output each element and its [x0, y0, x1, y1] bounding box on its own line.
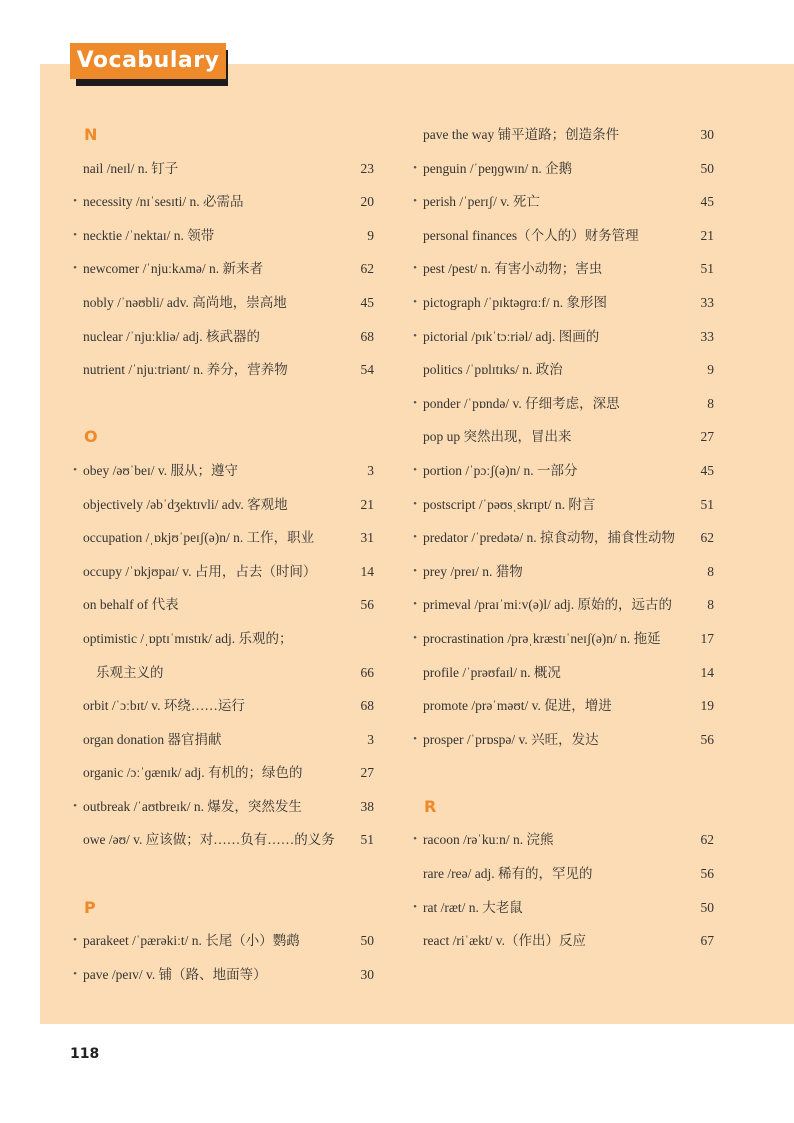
- vocab-text: parakeet /ˈpærəkiːt/ n. 长尾（小）鹦鹉: [83, 933, 300, 949]
- bullet-icon: •: [413, 463, 417, 476]
- vocab-text: organic /ɔːˈɡænɪk/ adj. 有机的；绿色的: [83, 765, 303, 781]
- bullet-icon: •: [413, 564, 417, 577]
- vocab-entry: [410, 891, 716, 925]
- vocab-text: obey /əʊˈbeɪ/ v. 服从；遵守: [83, 462, 239, 478]
- spacer: [410, 756, 716, 790]
- bullet-icon: •: [73, 799, 77, 812]
- vocab-entry: [410, 723, 716, 757]
- vocab-page: 33: [700, 294, 714, 310]
- vocab-entry: [70, 252, 376, 286]
- vocab-entry: [410, 588, 716, 622]
- vocab-page: 27: [700, 429, 714, 445]
- page-title: Vocabulary: [70, 43, 226, 79]
- vocab-entry: [410, 689, 716, 723]
- bullet-icon: •: [413, 900, 417, 913]
- vocab-entry: [410, 420, 716, 454]
- vocab-text: nuclear /ˈnjuːkliə/ adj. 核武器的: [83, 328, 260, 344]
- vocab-text: outbreak /ˈaʊtbreɪk/ n. 爆发，突然发生: [83, 798, 302, 814]
- vocab-entry: [70, 958, 376, 992]
- vocab-text: react /riˈækt/ v.（作出）反应: [423, 933, 586, 949]
- vocab-page: 50: [360, 933, 374, 949]
- vocab-text: ponder /ˈpɒndə/ v. 仔细考虑，深思: [423, 395, 620, 411]
- vocab-page: 50: [700, 899, 714, 915]
- vocab-entry: [70, 219, 376, 253]
- vocab-page: 14: [700, 664, 714, 680]
- vocab-page: 8: [707, 395, 714, 411]
- vocab-entry: [70, 588, 376, 622]
- vocab-text: perish /ˈperɪʃ/ v. 死亡: [423, 194, 540, 210]
- vocab-entry: [410, 521, 716, 555]
- vocab-text: penguin /ˈpeŋɡwɪn/ n. 企鹅: [423, 160, 573, 176]
- vocab-text: owe /əʊ/ v. 应该做；对……负有……的义务: [83, 832, 335, 848]
- vocab-page: 45: [700, 194, 714, 210]
- bullet-icon: •: [413, 598, 417, 611]
- left-column: [70, 118, 376, 991]
- vocab-entry: [410, 152, 716, 186]
- vocab-entry: [410, 219, 716, 253]
- vocab-text: portion /ˈpɔːʃ(ə)n/ n. 一部分: [423, 462, 578, 478]
- section-letter: [70, 118, 376, 152]
- vocab-page: 38: [360, 798, 374, 814]
- vocab-page: 45: [700, 462, 714, 478]
- bullet-icon: •: [413, 329, 417, 342]
- spacer: [70, 387, 376, 421]
- vocab-page: 51: [700, 496, 714, 512]
- vocab-text: pictograph /ˈpɪktəɡrɑːf/ n. 象形图: [423, 294, 608, 310]
- vocab-entry: [70, 286, 376, 320]
- vocab-text: necessity /nɪˈsesɪti/ n. 必需品: [83, 194, 244, 210]
- vocab-page: 51: [360, 832, 374, 848]
- vocab-entry: [70, 353, 376, 387]
- vocab-entry: [70, 756, 376, 790]
- vocab-text: personal finances（个人的）财务管理: [423, 227, 639, 243]
- vocab-entry: [410, 823, 716, 857]
- vocab-text: prosper /ˈprɒspə/ v. 兴旺，发达: [423, 731, 599, 747]
- vocab-page: 3: [367, 462, 374, 478]
- bullet-icon: •: [413, 295, 417, 308]
- vocab-entry: [410, 320, 716, 354]
- vocab-text: 乐观主义的: [96, 664, 164, 680]
- vocab-page: 62: [700, 832, 714, 848]
- vocab-page: 62: [360, 261, 374, 277]
- section-letter-label: O: [84, 427, 98, 447]
- vocab-entry: [410, 454, 716, 488]
- bullet-icon: •: [413, 161, 417, 174]
- vocab-entry: [70, 924, 376, 958]
- vocab-page: 19: [700, 698, 714, 714]
- bullet-icon: •: [73, 262, 77, 275]
- vocab-entry: [410, 387, 716, 421]
- right-column: [410, 118, 716, 958]
- section-letter-label: N: [84, 125, 98, 144]
- vocab-text: objectively /əbˈdʒektɪvli/ adv. 客观地: [83, 496, 288, 512]
- bullet-icon: •: [413, 195, 417, 208]
- vocab-page: 66: [360, 664, 374, 680]
- bullet-icon: •: [73, 934, 77, 947]
- vocab-entry: [410, 185, 716, 219]
- bullet-icon: •: [413, 262, 417, 275]
- vocab-text: on behalf of 代表: [83, 597, 179, 613]
- vocab-page: 8: [707, 597, 714, 613]
- vocab-page: 62: [700, 530, 714, 546]
- vocab-page: 51: [700, 261, 714, 277]
- vocab-text: rat /ræt/ n. 大老鼠: [423, 899, 523, 915]
- section-letter: [70, 891, 376, 925]
- page-number: 118: [70, 1046, 100, 1062]
- vocab-text: primeval /praɪˈmiːv(ə)l/ adj. 原始的，远古的: [423, 597, 672, 613]
- vocab-page: 27: [360, 765, 374, 781]
- bullet-icon: •: [73, 463, 77, 476]
- vocab-entry: [410, 857, 716, 891]
- vocab-page: 30: [360, 966, 374, 982]
- vocab-text: predator /ˈpredətə/ n. 掠食动物，捕食性动物: [423, 530, 675, 546]
- vocab-page: 56: [700, 866, 714, 882]
- vocab-entry: [70, 622, 376, 656]
- vocab-entry: [70, 454, 376, 488]
- vocab-page: 30: [700, 127, 714, 142]
- vocab-text: pave /peɪv/ v. 铺（路、地面等）: [83, 966, 267, 982]
- vocab-page: 17: [700, 630, 714, 646]
- vocab-page: 20: [360, 194, 374, 210]
- vocab-entry: [70, 152, 376, 186]
- vocab-entry: [410, 286, 716, 320]
- vocab-page: 56: [360, 597, 374, 613]
- vocab-text: politics /ˈpɒlɪtɪks/ n. 政治: [423, 362, 563, 378]
- vocab-page: 50: [700, 160, 714, 176]
- spacer: [70, 857, 376, 891]
- vocab-page: 68: [360, 328, 374, 344]
- vocab-page: 45: [360, 294, 374, 310]
- vocab-entry: [70, 656, 376, 690]
- section-letter: [70, 420, 376, 454]
- vocab-text: newcomer /ˈnjuːkʌmə/ n. 新来者: [83, 261, 263, 277]
- bullet-icon: •: [73, 228, 77, 241]
- vocab-text: pave the way 铺平道路；创造条件: [423, 127, 620, 142]
- bullet-icon: •: [413, 833, 417, 846]
- bullet-icon: •: [73, 967, 77, 980]
- vocab-text: profile /ˈprəʊfaɪl/ n. 概况: [423, 664, 561, 680]
- vocab-entry: [70, 521, 376, 555]
- vocab-entry: [70, 555, 376, 589]
- vocab-entry: [410, 622, 716, 656]
- vocab-text: pop up 突然出现，冒出来: [423, 429, 572, 445]
- vocab-page: 31: [360, 530, 374, 546]
- vocab-entry: [70, 823, 376, 857]
- vocab-page: 9: [367, 227, 374, 243]
- vocab-entry: [410, 924, 716, 958]
- vocab-page: 23: [360, 160, 374, 176]
- vocab-entry: [70, 790, 376, 824]
- bullet-icon: •: [413, 631, 417, 644]
- vocab-page: 21: [360, 496, 374, 512]
- vocab-text: nobly /ˈnəʊbli/ adv. 高尚地，崇高地: [83, 294, 287, 310]
- vocab-text: pictorial /pɪkˈtɔːriəl/ adj. 图画的: [423, 328, 600, 344]
- vocab-page: 14: [360, 563, 374, 579]
- vocab-text: nail /neɪl/ n. 钉子: [83, 160, 179, 176]
- vocab-entry: [70, 320, 376, 354]
- vocab-entry: [410, 118, 716, 152]
- vocab-text: occupy /ˈɒkjʊpaɪ/ v. 占用，占去（时间）: [83, 563, 317, 579]
- vocab-text: promote /prəˈməʊt/ v. 促进，增进: [423, 698, 612, 714]
- vocab-text: optimistic /ˌɒptɪˈmɪstɪk/ adj. 乐观的；: [83, 630, 293, 646]
- bullet-icon: •: [413, 531, 417, 544]
- vocab-text: racoon /rəˈkuːn/ n. 浣熊: [423, 832, 554, 848]
- vocab-text: necktie /ˈnektaɪ/ n. 领带: [83, 227, 215, 243]
- vocab-page: 67: [700, 933, 714, 949]
- vocab-page: 33: [700, 328, 714, 344]
- vocab-entry: [410, 656, 716, 690]
- vocab-page: 3: [367, 731, 374, 747]
- vocab-page: 8: [707, 563, 714, 579]
- vocab-text: procrastination /prəˌkræstɪˈneɪʃ(ə)n/ n. 拖延: [423, 630, 661, 646]
- vocab-entry: [70, 488, 376, 522]
- vocab-text: orbit /ˈɔːbɪt/ v. 环绕……运行: [83, 698, 245, 714]
- bullet-icon: •: [413, 497, 417, 510]
- vocab-text: organ donation 器官捐献: [83, 731, 222, 747]
- vocab-page: 56: [700, 731, 714, 747]
- section-letter: [410, 790, 716, 824]
- vocab-text: prey /preɪ/ n. 猎物: [423, 563, 523, 579]
- vocab-page: 21: [700, 227, 714, 243]
- vocab-text: occupation /ˌɒkjʊˈpeɪʃ(ə)n/ n. 工作，职业: [83, 530, 315, 546]
- section-letter-label: R: [424, 796, 437, 816]
- section-letter-label: P: [84, 897, 96, 917]
- vocab-entry: [70, 723, 376, 757]
- vocab-entry: [410, 252, 716, 286]
- vocab-entry: [70, 689, 376, 723]
- vocab-entry: [70, 185, 376, 219]
- vocab-page: 54: [360, 362, 374, 378]
- vocab-page: 9: [707, 362, 714, 378]
- vocab-text: pest /pest/ n. 有害小动物；害虫: [423, 261, 603, 277]
- vocab-text: nutrient /ˈnjuːtriənt/ n. 养分，营养物: [83, 362, 288, 378]
- vocab-entry: [410, 488, 716, 522]
- vocab-entry: [410, 353, 716, 387]
- bullet-icon: •: [73, 195, 77, 208]
- bullet-icon: •: [413, 732, 417, 745]
- bullet-icon: •: [413, 396, 417, 409]
- vocab-page: 68: [360, 698, 374, 714]
- vocab-entry: [410, 555, 716, 589]
- vocab-text: rare /reə/ adj. 稀有的，罕见的: [423, 866, 593, 882]
- vocab-text: postscript /ˈpəʊsˌskrɪpt/ n. 附言: [423, 496, 596, 512]
